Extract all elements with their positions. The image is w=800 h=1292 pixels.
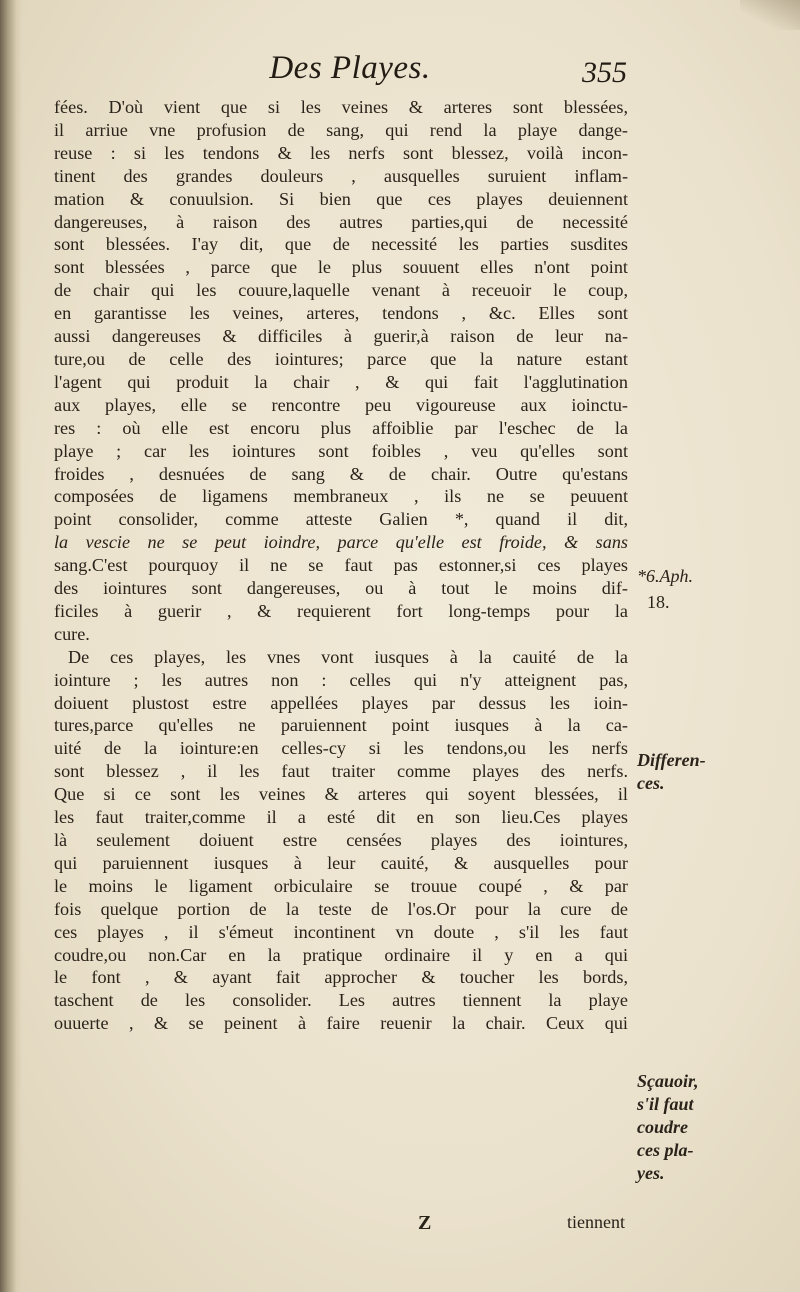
text-line: sont blessez , il les faut traiter comme playes des nerfs. [54,761,628,782]
text-line: ces playes , il s'émeut incontinent vn doute , s'il les faut [54,921,628,942]
text-line: aussi dangereuses & difficiles à guerir,à raison de leur na- [54,326,628,347]
text-line: ture,ou de celle des iointures; parce que la nature estant [54,348,628,369]
text-line: composées de ligamens membraneux , ils ne se peuuent [54,486,628,507]
text-line: reuse : si les tendons & les nerfs sont blessez, voilà incon- [54,142,628,163]
text-line: en garantisse les veines, arteres, tendons , &c. Elles sont [54,303,628,324]
text-line: là seulement doiuent estre censées playes des iointures, [54,830,628,850]
text-line: doiuent plustost estre appellées playes par dessus les ioin- [54,692,628,713]
text-line: coudre,ou non.Car en la pratique ordinaire il y en a qui [54,944,628,965]
page-corner-shadow [740,0,800,30]
text-line: playe ; car les iointures sont foibles , veu qu'elles sont [54,440,628,461]
text-line: mation & conuulsion. Si bien que ces playes deuiennent [54,188,628,209]
margin-note-scauoir-cont: s'il faut [637,1094,694,1114]
text-line: l'agent qui produit la chair , & qui fait l'agglutination [54,371,628,392]
margin-reference-number: 18. [647,592,670,612]
text-line: ficiles à guerir , & requierent fort long-temps pour la [54,600,628,621]
text-line: dangereuses, à raison des autres parties,qui de necessité [54,211,628,232]
text-line: le font , & ayant fait approcher & toucher les bords, [54,967,628,988]
text-line: Que si ce sont les veines & arteres qui soyent blessées, il [54,784,628,805]
margin-note-scauoir-cont: yes. [637,1163,665,1183]
paragraph-start-line: De ces playes, les vnes vont iusques à la cauité de la [68,646,628,667]
margin-note-differences: Differen- [637,750,706,770]
text-line: les faut traiter,comme il a esté dit en son lieu.Ces playes [54,807,628,828]
page-number: 355 [582,56,627,89]
text-line: aux playes, elle se rencontre peu vigoureuse aux ioinctu- [54,394,628,415]
text-line: sont blessées , parce que le plus souuent elles n'ont point [54,257,628,278]
margin-note-scauoir-cont: coudre [637,1117,688,1137]
text-line: res : où elle est encoru plus affoiblie par l'eschec de la [54,417,628,438]
text-line: des iointures sont dangereuses, ou à tout le moins dif- [54,578,628,599]
quotation-line: la vescie ne se peut ioindre, parce qu'elle est froide, & sans [54,532,628,553]
catchword: tiennent [567,1212,625,1232]
margin-note-differences-cont: ces. [637,773,665,793]
text-line: sang.C'est pourquoy il ne se faut pas estonner,si ces playes [54,555,628,576]
margin-note-scauoir-cont: ces pla- [637,1140,694,1160]
text-line: taschent de les consolider. Les autres tiennent la playe [54,990,628,1011]
text-line: tures,parce qu'elles ne paruiennent point iusques à la ca- [54,715,628,736]
text-line: point consolider, comme atteste Galien *, quand il dit, [54,509,628,530]
text-line: qui paruiennent iusques à leur cauité, & ausquelles pour [54,852,628,873]
main-text-column [54,96,628,1035]
text-line: fois quelque portion de la teste de l'os.Or pour la cure de [54,898,628,919]
text-line: de chair qui les couure,laquelle venant à receuoir le coup, [54,280,628,301]
text-line: ouuerte , & se peinent à faire reuenir la chair. Ceux qui [54,1013,628,1034]
signature-mark: Z [418,1212,432,1234]
running-head-title: Des Playes. [269,50,431,86]
text-line: fées. D'où vient que si les veines & arteres sont blessées, [54,97,628,117]
text-line: uité de la iointure:en celles-cy si les tendons,ou les nerfs [54,738,628,759]
text-line: sont blessées. I'ay dit, que de necessité les parties susdites [54,234,628,255]
text-line: iointure ; les autres non : celles qui n'y atteignent pas, [54,669,628,690]
text-line: froides , desnuées de sang & de chair. Outre qu'estans [54,463,628,484]
book-spine-shadow [0,0,22,1292]
text-line: tinent des grandes douleurs , ausquelles suruient inflam- [54,165,628,186]
margin-note-scauoir: Sçauoir, [637,1071,699,1091]
paragraph-end-line: cure. [54,623,90,644]
margin-reference-aph: *6.Aph. [637,566,693,586]
text-line: le moins le ligament orbiculaire se trouue coupé , & par [54,875,628,896]
text-line: il arriue vne profusion de sang, qui rend la playe dange- [54,119,628,140]
